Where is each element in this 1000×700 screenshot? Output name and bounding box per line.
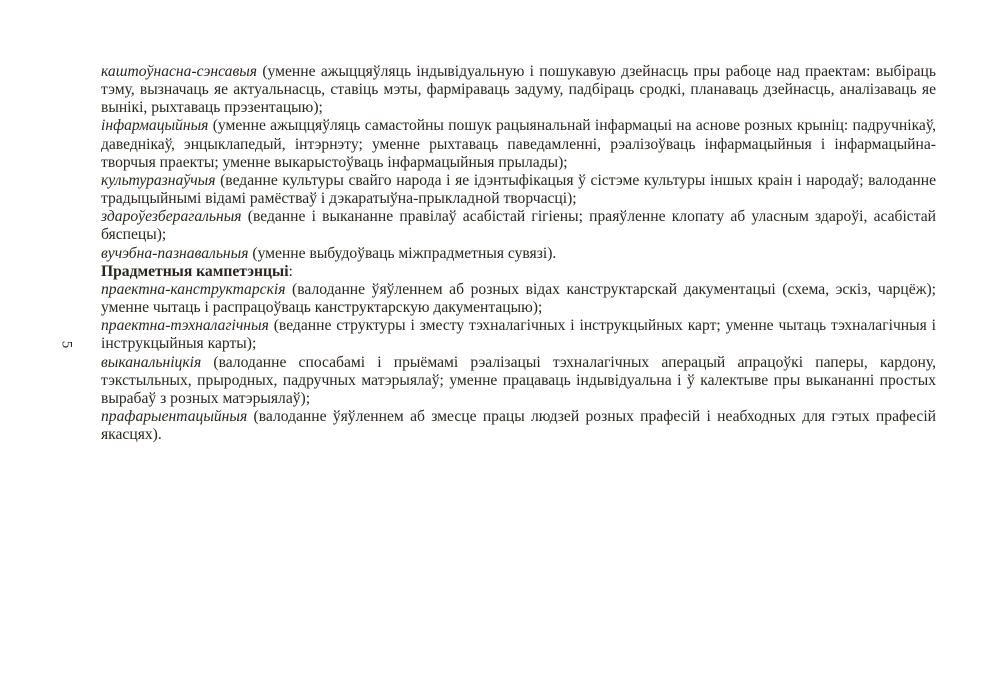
- competence-term: прафарыентацыйныя: [101, 407, 248, 425]
- competence-term: інфармацыйныя: [101, 117, 209, 135]
- competence-description: (уменне выбудоўваць міжпрадметныя сувязі).: [248, 244, 557, 262]
- document-body: [101, 63, 936, 444]
- competence-item-performing: [101, 354, 936, 408]
- competence-item-value-semantic: [101, 63, 936, 117]
- competence-term: праектна-канструктарскія: [101, 280, 286, 298]
- competence-term: здароўезберагальныя: [101, 208, 242, 226]
- competence-term: вучэбна-пазнавальныя: [101, 244, 249, 262]
- competence-item-educational: [101, 245, 936, 263]
- competence-description: (валоданне ўяўленнем аб розных відах канструктарскай дакументацыі (схема, эскіз, чарцёж); уменне чытаць і распрацоўваць канструктарскую дакументацыю);: [101, 280, 936, 317]
- page-number: 5: [58, 340, 75, 349]
- competence-item-informational: [101, 117, 936, 171]
- competence-description: (валоданне спосабамі і прыёмамі рэалізацыі тэхналагічных аперацый апрацоўкі паперы, кардону, тэкстыльных, прыродных, падручных матэрыялаў; уменне працаваць індывідуальна і ў калектыве пры выкананні простых вырабаў з розных матэрыялаў);: [101, 353, 936, 407]
- competence-term: праектна-тэхналагічныя: [101, 317, 269, 335]
- competence-item-design-construction: [101, 281, 936, 317]
- competence-description: (уменне ажыццяўляць самастойны пошук рацыянальнай інфармацыі на аснове розных крыніц: падручнікаў, даведнікаў, энцыклапедый, інтэрнэту; уменне рыхтаваць паведамленні, рэалізоўваць інфармацыйныя і інфармацыйна-творчыя праекты; уменне выкарыстоўваць інфармацыйныя прылады);: [101, 117, 936, 171]
- section-heading: [101, 263, 936, 281]
- section-heading-colon: :: [288, 262, 293, 280]
- competence-description: (валоданне ўяўленнем аб змесце працы людзей розных прафесій і неабходных для гэтых прафесій якасцях).: [101, 407, 936, 444]
- competence-item-design-technology: [101, 317, 936, 353]
- section-heading-text: Прадметныя кампетэнцыі: [101, 262, 289, 280]
- competence-description: (веданне і выкананне правілаў асабістай гігіены; праяўленне клопату аб уласным здароўі, асабістай бяспецы);: [101, 208, 936, 244]
- competence-item-health: [101, 208, 936, 244]
- competence-term: каштоўнасна-сэнсавыя: [101, 63, 258, 80]
- competence-description: (веданне культуры свайго народа і яе ідэнтыфікацыя ў сістэме культуры іншых краін і народаў; валоданне традыцыйнымі відамі рамёстваў і дэкаратыўна-прыкладной творчасці);: [101, 171, 936, 208]
- competence-term: культуразнаўчыя: [101, 171, 216, 189]
- competence-description: (уменне ажыццяўляць індывідуальную і пошукавую дзейнасць пры рабоце над праектам: выбіраць тэму, вызначаць яе актуальнасць, ставіць мэты, фарміраваць задуму, падбіраць сродкі, планаваць дзейнасць, аналізаваць яе вынікі, рыхтаваць прэзентацыю);: [101, 63, 936, 117]
- competence-item-cultural: [101, 172, 936, 208]
- competence-item-career-orientation: [101, 408, 936, 444]
- competence-term: выканальніцкія: [101, 353, 202, 371]
- competence-description: (веданне структуры і зместу тэхналагічных і інструкцыйных карт; уменне чытаць тэхналагічныя і інструкцыйныя карты);: [101, 317, 936, 353]
